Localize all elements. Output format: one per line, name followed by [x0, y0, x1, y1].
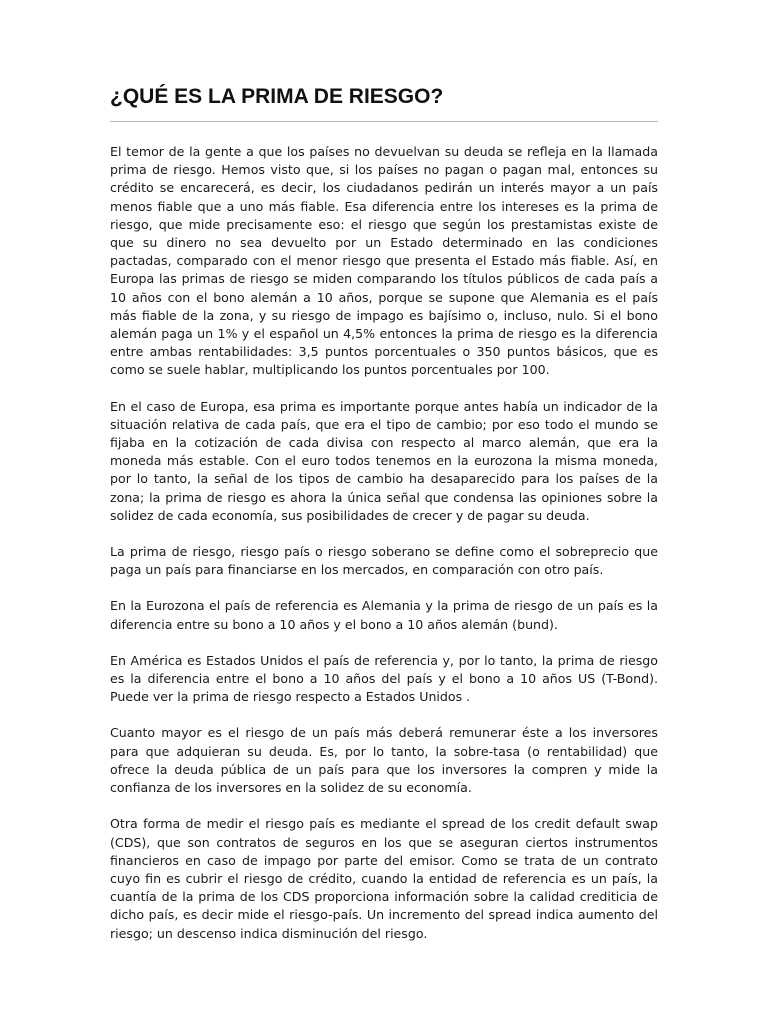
paragraph-europe: En el caso de Europa, esa prima es importante porque antes había un indicador de la situación relativa de cada país, que era el tipo de cambio; por eso todo el mundo se fijaba en la cotización de cada divisa con respecto al marco alemán, que era la moneda más estable. Con el euro todos tenemos en la eurozona la misma moneda, por lo tanto, la señal de los tipos de cambio ha desaparecido para los países de la zona; la prima de riesgo es ahora la única señal que condensa las opiniones sobre la solidez de cada economía, sus posibilidades de crecer y de pagar su deuda. — [110, 398, 658, 523]
paragraph-america: En América es Estados Unidos el país de referencia y, por lo tanto, la prima de riesgo es la diferencia entre el bono a 10 años del país y el bono a 10 años US (T-Bond). Puede ver la prima de riesgo respecto a Estados Unidos . — [110, 652, 658, 705]
paragraph-cds: Otra forma de medir el riesgo país es mediante el spread de los credit default swap (CDS), que son contratos de seguros en los que se aseguran ciertos instrumentos financieros en caso de impago por parte del emisor. Como se trata de un contrato cuyo fin es cubrir el riesgo de crédito, cuando la entidad de referencia es un país, la cuantía de la prima de los CDS proporciona información sobre la calidad crediticia de dicho país, es decir mide el riesgo-país. Un incremento del spread indica aumento del riesgo; un descenso indica disminución del riesgo. — [110, 816, 658, 941]
document-body — [110, 143, 658, 961]
paragraph-definition: El temor de la gente a que los países no devuelvan su deuda se refleja en la llamada prima de riesgo. Hemos visto que, si los países no pagan o pagan mal, entonces su crédito se encarecerá, es decir, los ciudadanos pedirán un interés mayor a un país menos fiable que a uno más fiable. Esa diferencia entre los intereses es la prima de riesgo, que mide precisamente eso: el riesgo que según los prestamistas existe de que su dinero no sea devuelto por un Estado determinado en las condiciones pactadas, comparado con el menor riesgo que presenta el Estado más fiable. Así, en Europa las primas de riesgo se miden comparando los títulos públicos de cada país a 10 años con el bono alemán a 10 años, porque se supone que Alemania es el país más fiable de la zona, y su riesgo de impago es bajísimo o, incluso, nulo. Si el bono alemán paga un 1% y el español un 4,5% entonces la prima de riesgo es la diferencia entre ambas rentabilidades: 3,5 puntos porcentuales o 350 puntos básicos, que es como se suele hablar, multiplicando los puntos porcentuales por 100. — [110, 144, 658, 378]
paragraph-investors: Cuanto mayor es el riesgo de un país más deberá remunerar éste a los inversores para que adquieran su deuda. Es, por lo tanto, la sobre-tasa (o rentabilidad) que ofrece la deuda pública de un país para que los inversores la compren y mide la confianza de los inversores en la solidez de su economía. — [110, 725, 658, 796]
title-divider — [110, 121, 658, 122]
paragraph-eurozone: En la Eurozona el país de referencia es Alemania y la prima de riesgo de un país es la diferencia entre su bono a 10 años y el bono a 10 años alemán (bund). — [110, 598, 658, 632]
document-title: ¿QUÉ ES LA PRIMA DE RIESGO? — [110, 85, 444, 108]
paragraph-sovereign-risk: La prima de riesgo, riesgo país o riesgo soberano se define como el sobreprecio que paga un país para financiarse en los mercados, en comparación con otro país. — [110, 544, 658, 578]
